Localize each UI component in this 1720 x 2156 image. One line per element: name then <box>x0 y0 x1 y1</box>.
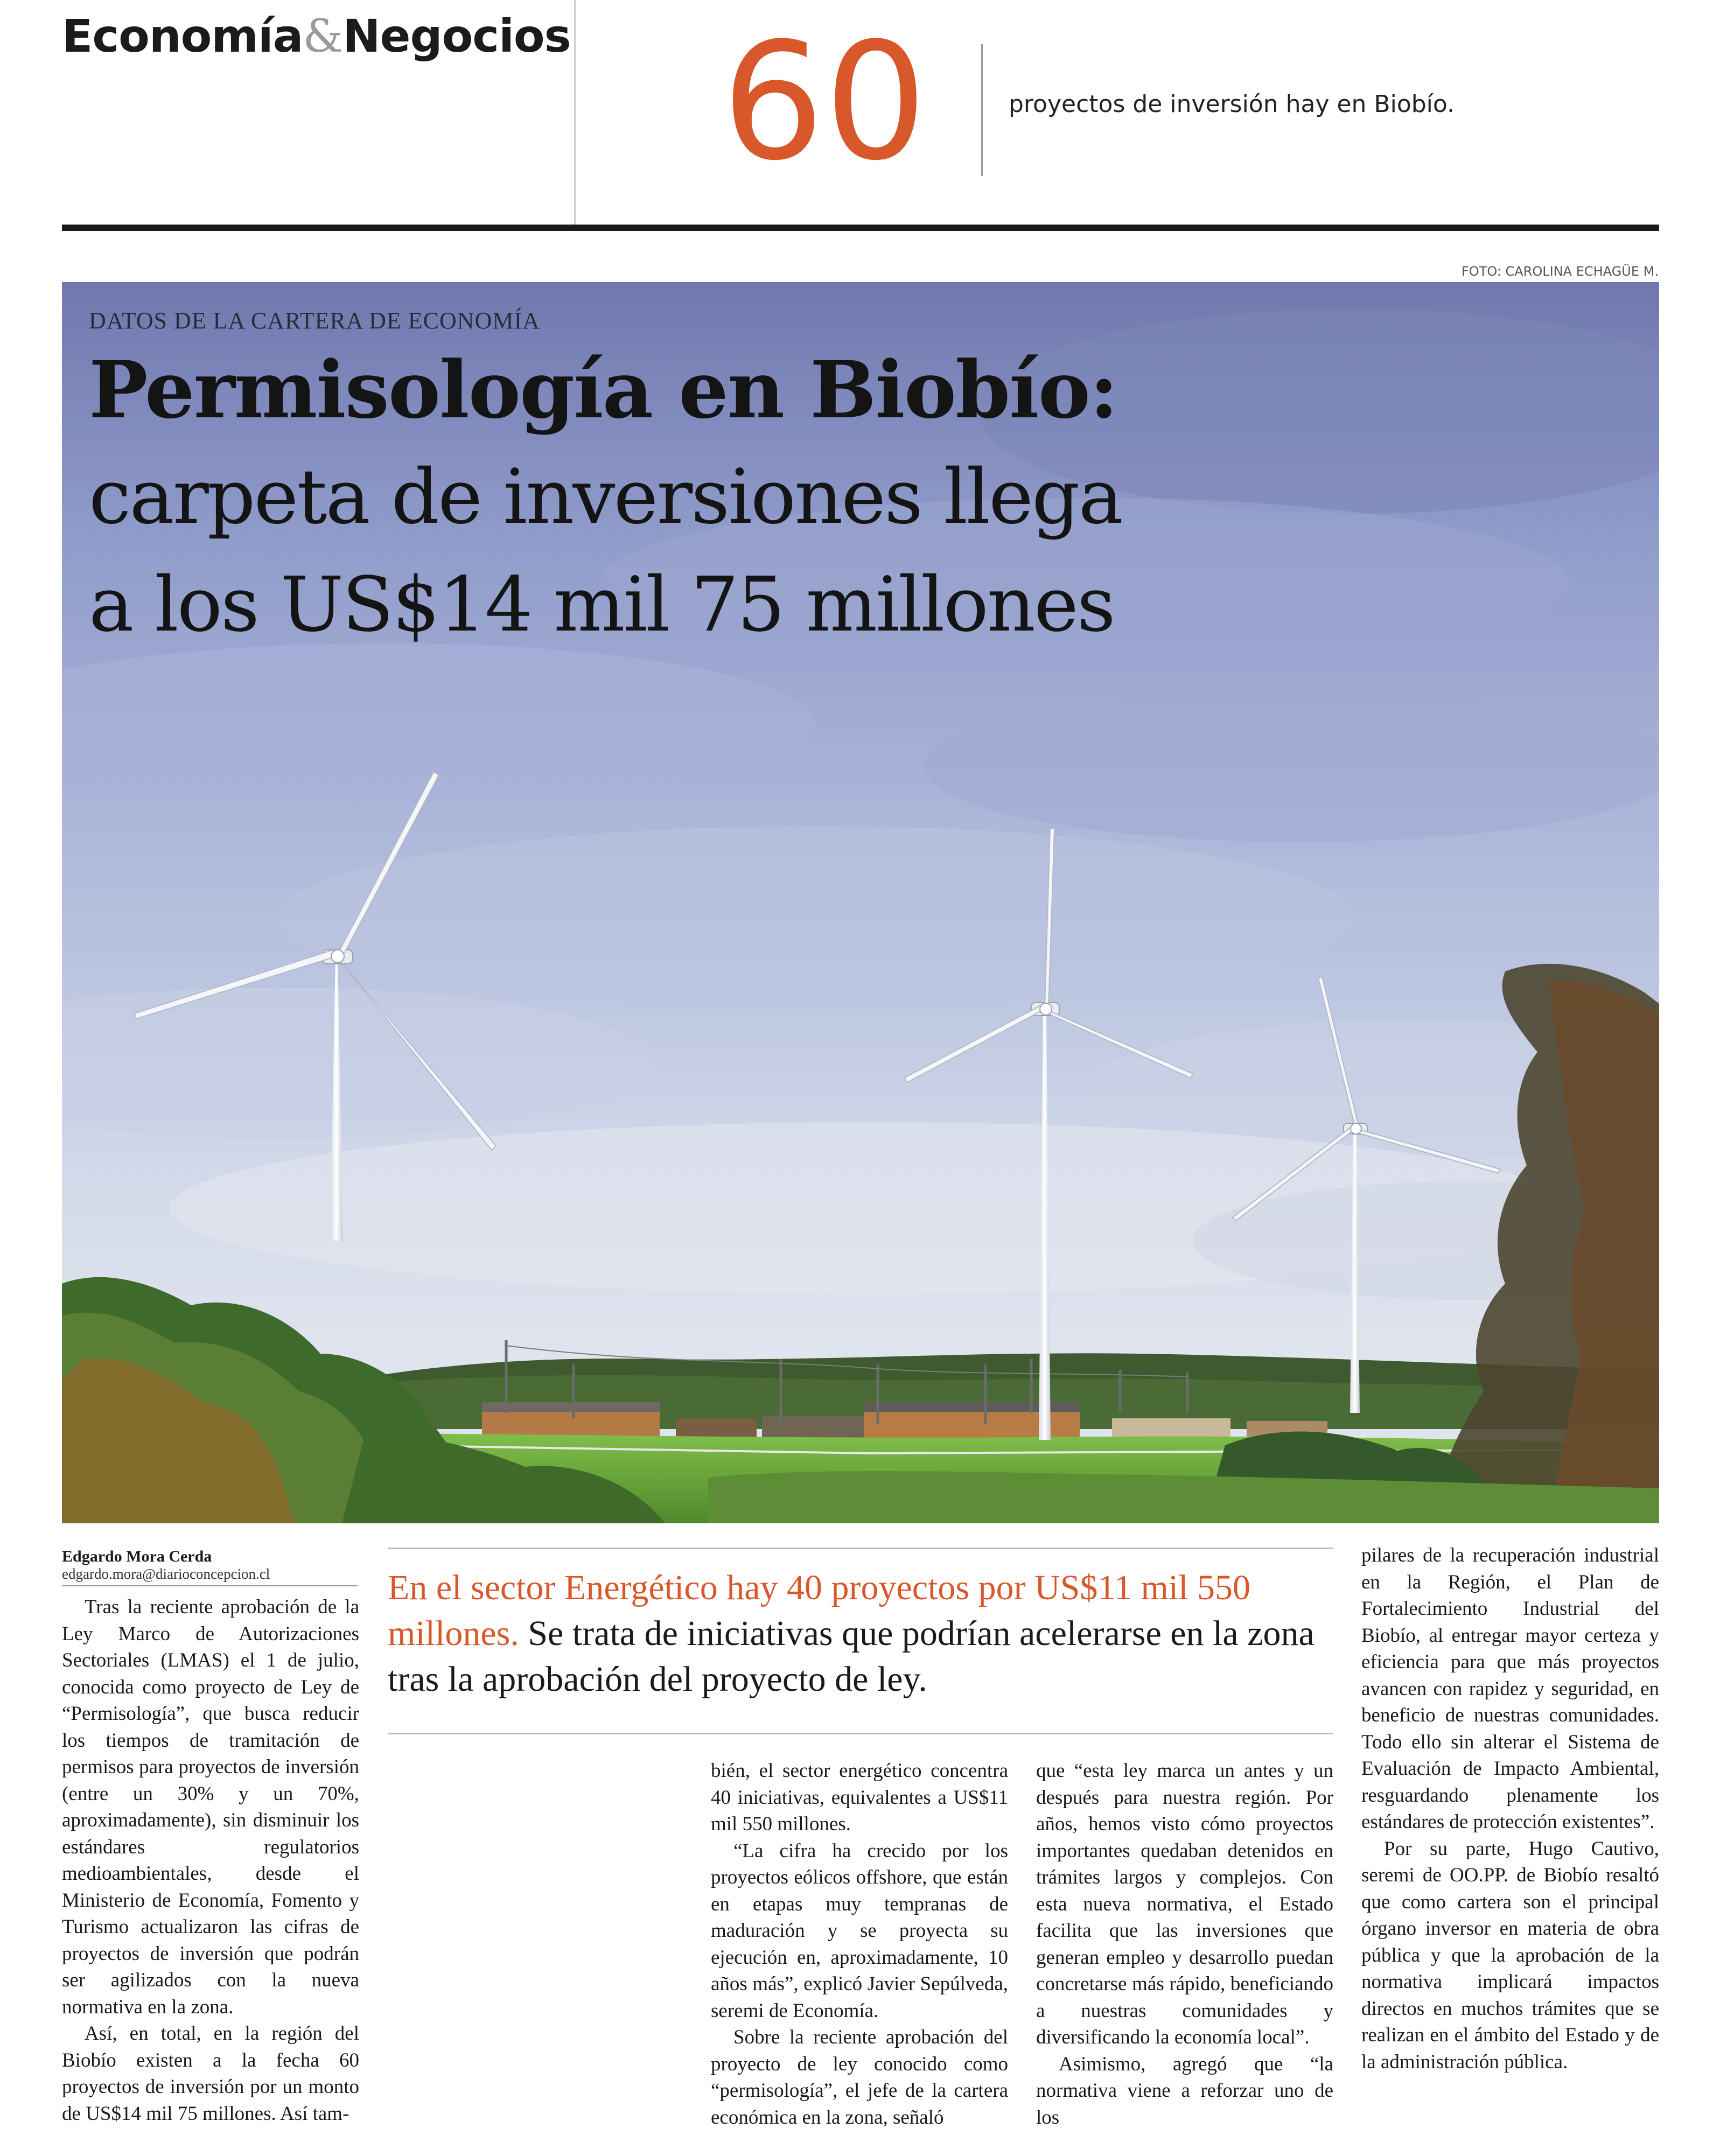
headline-line-1: Permisología en Biobío: <box>89 344 1117 436</box>
pull-quote-text: Se trata de iniciativas que podrían acelerarse en la zona tras la aprobación del proyecto de ley. <box>388 1614 1315 1699</box>
article-kicker: DATOS DE LA CARTERA DE ECONOMÍA <box>89 307 540 334</box>
paragraph: Asimismo, agregó que “la normativa viene a reforzar uno de los <box>1036 2053 1333 2129</box>
paragraph: pilares de la recuperación industrial en la Región, el Plan de Fortalecimiento Industrial del Biobío, al entregar mayor certeza y eficiencia para que más proyectos avancen con rapidez y seguridad, en beneficio de nuestras comunidades. Todo ello sin alterar el Sistema de Evaluación de Impacto Ambiental, resguardando plenamente los estándares de protección existentes”. <box>1361 1544 1659 1833</box>
pull-quote-highlight: En el sector Energético hay 40 proyectos por US$11 mil 550 millones. <box>388 1568 1250 1653</box>
stat-caption: proyectos de inversión hay en Biobío. <box>1009 90 1455 118</box>
stat-divider <box>981 44 983 176</box>
paragraph: “La cifra ha crecido por los proyectos eólicos offshore, que están en etapas muy tempranas de maduración y se proyecta su ejecución en, aproximadamente, 10 años más”, explicó Javier Sepúlveda, seremi de Economía. <box>711 1839 1008 2022</box>
header-rule <box>62 225 1659 231</box>
header-divider <box>574 0 576 225</box>
paragraph: Así, en total, en la región del Biobío existen a la fecha 60 proyectos de inversión por un monto de US$14 mil 75 millones. Así tam- <box>62 2022 359 2125</box>
stat-number: 60 <box>722 8 927 196</box>
paragraph: Sobre la reciente aprobación del proyecto de ley conocido como “permisología”, el jefe de la cartera económica en la zona, señaló <box>711 2026 1008 2129</box>
article-column-2 <box>711 1758 1008 2134</box>
pull-quote-bottom-rule <box>388 1733 1333 1734</box>
section-title-ampersand: & <box>303 10 343 62</box>
article-column-3 <box>1036 1758 1333 2134</box>
photo-credit: FOTO: CAROLINA ECHAGÜE M. <box>1462 264 1659 279</box>
headline-line-2: carpeta de inversiones llega <box>89 453 1122 541</box>
byline <box>62 1548 358 1586</box>
paragraph: Tras la reciente aprobación de la Ley Marco de Autorizaciones Sectoriales (LMAS) el 1 de julio, conocida como proyecto de Ley de “Permisología”, que busca reducir los tiempos de tramitación de permisos para proyectos de inversión (entre un 30% y un 70%, aproximadamente), sin disminuir los estándares regulatorios medioambientales, desde el Ministerio de Economía, Fomento y Turismo actualizaron las cifras de proyectos de inversión que podrán ser agilizados con la nueva normativa en la zona. <box>62 1596 359 2018</box>
section-title <box>62 10 571 62</box>
headline-line-3: a los US$14 mil 75 millones <box>89 561 1114 649</box>
pull-quote-top-rule <box>388 1548 1333 1549</box>
section-title-word-2: Negocios <box>342 10 571 62</box>
section-title-word-1: Economía <box>62 10 303 62</box>
pull-quote <box>388 1565 1333 1702</box>
paragraph: Por su parte, Hugo Cautivo, seremi de OO.PP. de Biobío resaltó que como cartera son el principal órgano inversor en materia de obra pública y que la aprobación de la normativa implicará impactos directos en muchos trámites que se realizan en el ámbito del Estado y de la administración pública. <box>1361 1837 1659 2073</box>
article-column-1 <box>62 1594 359 2132</box>
author-email[interactable]: edgardo.mora@diarioconcepcion.cl <box>62 1566 358 1586</box>
author-name: Edgardo Mora Cerda <box>62 1548 212 1565</box>
article-column-4 <box>1361 1542 1659 2134</box>
paragraph: bién, el sector energético concentra 40 iniciativas, equivalentes a US$11 mil 550 millones. <box>711 1760 1008 1835</box>
paragraph: que “esta ley marca un antes y un después para nuestra región. Por años, hemos visto cómo proyectos importantes quedaban detenidos en trámites largos y complejos. Con esta nueva normativa, el Estado facilita que las inversiones que generan empleo y desarrollo puedan concretarse más rápido, beneficiando a nuestras comunidades y diversificando la economía local”. <box>1036 1760 1333 2048</box>
hero-photo <box>62 282 1659 1523</box>
